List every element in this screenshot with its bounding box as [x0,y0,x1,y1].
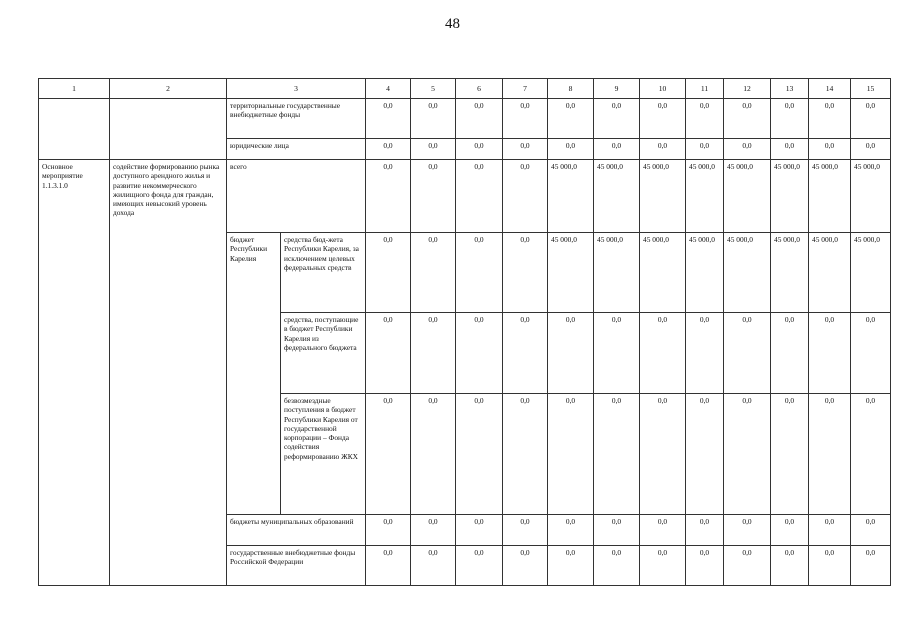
value-cell: 0,0 [411,160,456,233]
value-cell: 45 000,0 [594,233,640,313]
value-cell: 0,0 [809,99,851,139]
value-cell: 0,0 [640,515,686,546]
table-header-row [39,79,891,99]
value-cell: 0,0 [724,313,771,394]
funding-source-label: юридические лица [227,139,366,160]
value-cell: 0,0 [456,99,503,139]
value-cell: 45 000,0 [640,233,686,313]
value-cell: 0,0 [686,139,724,160]
value-cell: 0,0 [411,233,456,313]
value-cell: 45 000,0 [851,233,891,313]
value-cell: 0,0 [724,515,771,546]
header-cell: 5 [411,79,456,99]
value-cell: 0,0 [851,99,891,139]
value-cell: 0,0 [851,394,891,515]
empty-cell [110,99,227,160]
value-cell: 0,0 [809,515,851,546]
value-cell: 0,0 [594,515,640,546]
funding-source-label: средства бюд-жета Республики Карелия, за исключением целевых федеральных средств [281,233,366,313]
value-cell: 45 000,0 [771,160,809,233]
value-cell: 0,0 [411,394,456,515]
header-cell: 7 [503,79,548,99]
value-cell: 0,0 [724,546,771,586]
value-cell: 0,0 [851,546,891,586]
value-cell: 0,0 [771,515,809,546]
value-cell: 0,0 [548,394,594,515]
value-cell: 0,0 [771,313,809,394]
value-cell: 0,0 [366,233,411,313]
value-cell: 0,0 [594,394,640,515]
funding-source-label: бюджеты муниципальных образований [227,515,366,546]
value-cell: 0,0 [809,546,851,586]
value-cell: 45 000,0 [771,233,809,313]
header-cell: 4 [366,79,411,99]
value-cell: 0,0 [686,546,724,586]
empty-cell [39,99,110,160]
value-cell: 0,0 [686,515,724,546]
value-cell: 0,0 [640,99,686,139]
value-cell: 45 000,0 [686,233,724,313]
value-cell: 0,0 [366,515,411,546]
value-cell: 0,0 [640,139,686,160]
value-cell: 45 000,0 [686,160,724,233]
value-cell: 0,0 [503,233,548,313]
value-cell: 0,0 [411,515,456,546]
value-cell: 0,0 [503,313,548,394]
budget-group-label: бюджет Республики Карелия [227,233,281,515]
funding-source-label: всего [227,160,366,233]
value-cell: 0,0 [724,99,771,139]
value-cell: 0,0 [456,394,503,515]
value-cell: 45 000,0 [809,160,851,233]
value-cell: 0,0 [851,313,891,394]
funding-source-label: территориальные государственные внебюджетные фонды [227,99,366,139]
table-row [39,160,891,233]
value-cell: 0,0 [456,515,503,546]
header-cell: 9 [594,79,640,99]
activity-code: Основное мероприятие 1.1.3.1.0 [39,160,110,586]
value-cell: 45 000,0 [724,160,771,233]
value-cell: 0,0 [640,394,686,515]
value-cell: 0,0 [366,99,411,139]
value-cell: 0,0 [503,515,548,546]
value-cell: 0,0 [809,313,851,394]
value-cell: 0,0 [851,139,891,160]
activity-description: содействие формированию рынка доступного арендного жилья и развитие некоммерческого жилищного фонда для граждан, имеющих невысокий уровень дохода [110,160,227,586]
value-cell: 0,0 [548,99,594,139]
value-cell: 0,0 [503,546,548,586]
value-cell: 0,0 [686,394,724,515]
funding-source-label: государственные внебюджетные фонды Российской Федерации [227,546,366,586]
value-cell: 45 000,0 [809,233,851,313]
value-cell: 0,0 [686,99,724,139]
value-cell: 0,0 [456,160,503,233]
value-cell: 0,0 [851,515,891,546]
value-cell: 0,0 [503,394,548,515]
value-cell: 0,0 [809,139,851,160]
value-cell: 0,0 [724,139,771,160]
value-cell: 0,0 [548,313,594,394]
value-cell: 0,0 [366,546,411,586]
value-cell: 0,0 [548,546,594,586]
header-cell: 2 [110,79,227,99]
header-cell: 15 [851,79,891,99]
header-cell: 14 [809,79,851,99]
value-cell: 0,0 [411,546,456,586]
value-cell: 0,0 [640,313,686,394]
value-cell: 45 000,0 [594,160,640,233]
budget-table [38,78,891,586]
value-cell: 0,0 [809,394,851,515]
value-cell: 0,0 [771,139,809,160]
page-number: 48 [445,16,460,32]
value-cell: 0,0 [366,313,411,394]
value-cell: 0,0 [594,99,640,139]
value-cell: 0,0 [411,99,456,139]
table-row [39,99,891,139]
header-cell: 12 [724,79,771,99]
funding-source-label: безвозмездные поступления в бюджет Республики Карелия от государственной корпорации – Фонда содействия реформированию ЖКХ [281,394,366,515]
value-cell: 0,0 [640,546,686,586]
value-cell: 0,0 [724,394,771,515]
value-cell: 0,0 [686,313,724,394]
value-cell: 0,0 [594,546,640,586]
value-cell: 0,0 [411,313,456,394]
value-cell: 0,0 [594,313,640,394]
value-cell: 0,0 [548,515,594,546]
header-cell: 1 [39,79,110,99]
value-cell: 0,0 [366,160,411,233]
funding-source-label: средства, поступающие в бюджет Республики Карелия из федерального бюджета [281,313,366,394]
header-cell: 13 [771,79,809,99]
value-cell: 0,0 [503,139,548,160]
value-cell: 45 000,0 [548,233,594,313]
header-cell: 6 [456,79,503,99]
value-cell: 0,0 [503,160,548,233]
value-cell: 0,0 [771,99,809,139]
header-cell: 3 [227,79,366,99]
value-cell: 0,0 [771,394,809,515]
value-cell: 0,0 [594,139,640,160]
value-cell: 45 000,0 [640,160,686,233]
value-cell: 0,0 [366,139,411,160]
value-cell: 45 000,0 [724,233,771,313]
value-cell: 0,0 [456,139,503,160]
header-cell: 8 [548,79,594,99]
value-cell: 0,0 [456,546,503,586]
header-cell: 10 [640,79,686,99]
value-cell: 0,0 [456,233,503,313]
value-cell: 45 000,0 [548,160,594,233]
value-cell: 45 000,0 [851,160,891,233]
header-cell: 11 [686,79,724,99]
value-cell: 0,0 [456,313,503,394]
value-cell: 0,0 [771,546,809,586]
value-cell: 0,0 [411,139,456,160]
value-cell: 0,0 [503,99,548,139]
value-cell: 0,0 [366,394,411,515]
value-cell: 0,0 [548,139,594,160]
